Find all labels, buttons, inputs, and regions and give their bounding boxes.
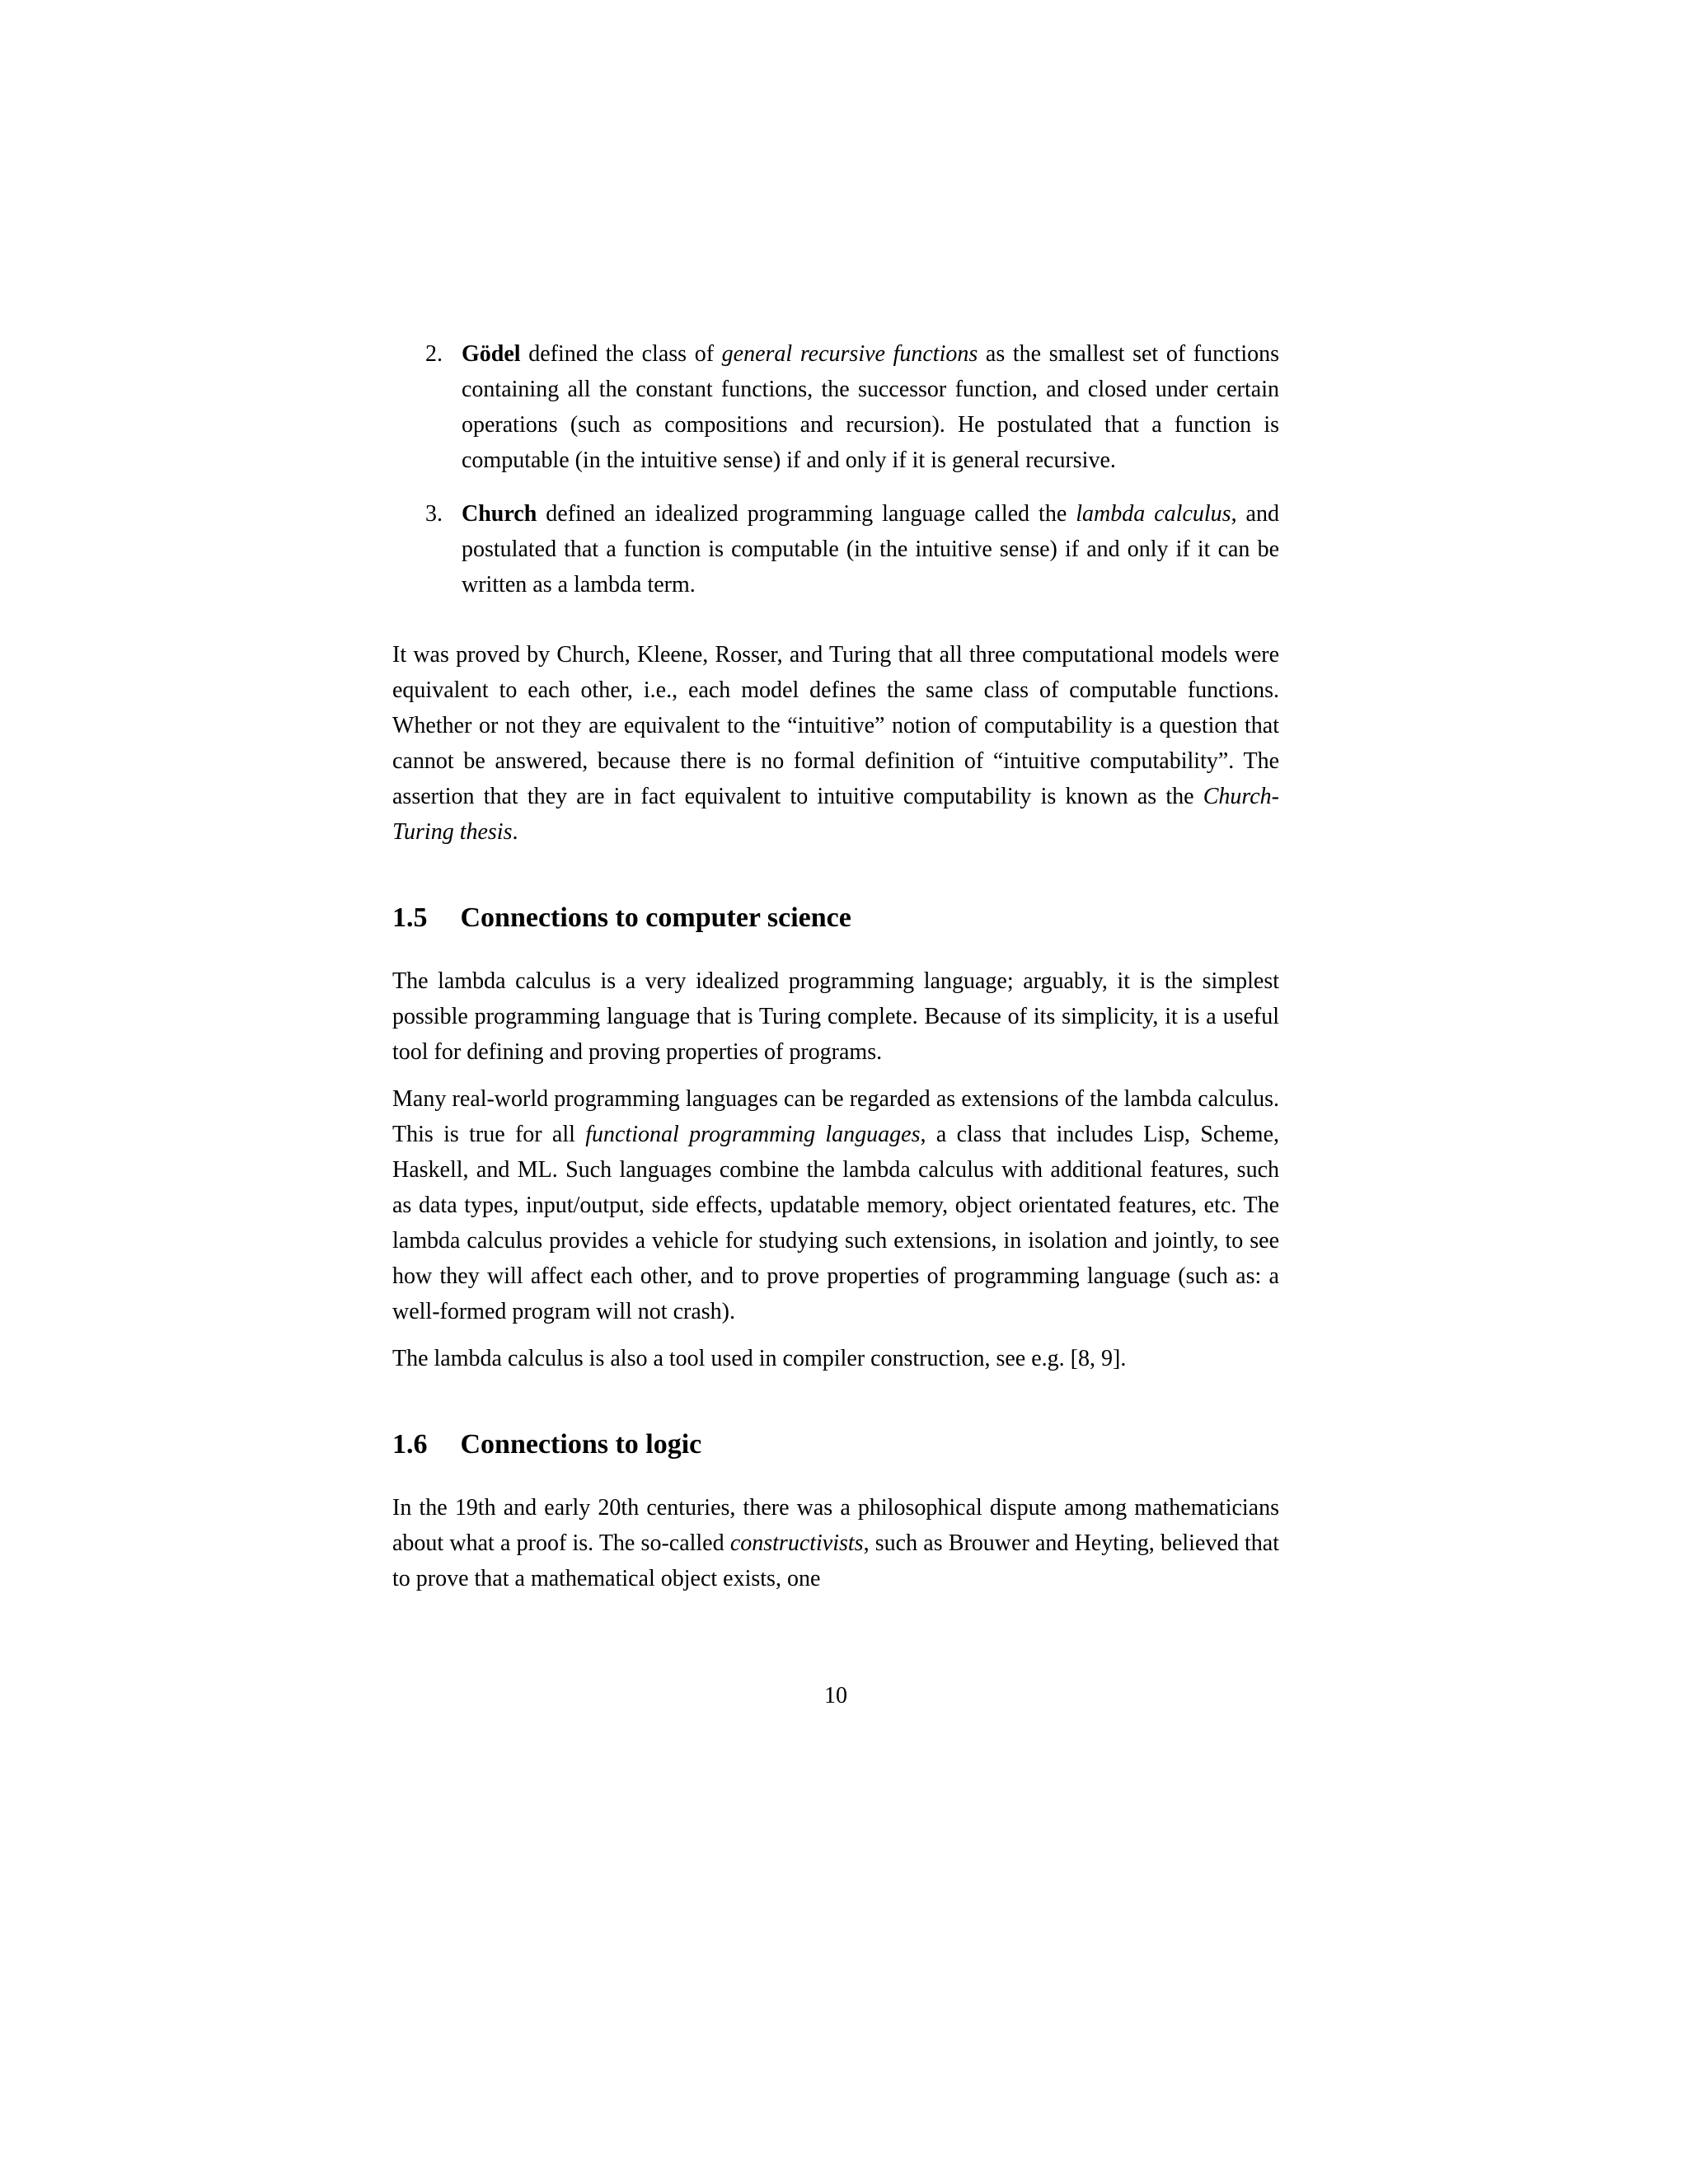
- ordered-list: [392, 336, 1279, 602]
- text-column: [392, 336, 1279, 1596]
- paragraph: In the 19th and early 20th centuries, there was a philosophical dispute among mathematicians about what a proof is. The so-called constructivists, such as Brouwer and Heyting, believed that to prove that a mathematical object exists, one: [392, 1495, 1279, 1591]
- section-heading-1-5: [392, 901, 1279, 935]
- list-item-text: Gödel defined the class of general recursive functions as the smallest set of functions containing all the constant functions, the successor function, and closed under certain operations (such as compositions and recursion). He postulated that a function is computable (in the intuitive sense) if and only if it is general recursive.: [462, 341, 1279, 473]
- paragraph-equivalence: It was proved by Church, Kleene, Rosser, and Turing that all three computational models were equivalent to each other, i.e., each model defines the same class of computable functions. Whether or not they are equivalent to the “intuitive” notion of computability is a question that cannot be answered, because there is no formal definition of “intuitive computability”. The assertion that they are in fact equivalent to intuitive computability is known as the Church-Turing thesis.: [392, 642, 1279, 845]
- list-item-number: 3.: [425, 501, 443, 527]
- paragraph: The lambda calculus is a very idealized programming language; arguably, it is the simplest possible programming language that is Turing complete. Because of its simplicity, it is a useful tool for defining and proving properties of programs.: [392, 968, 1279, 1065]
- section-title: Connections to logic: [460, 1429, 702, 1460]
- list-item: [392, 336, 1279, 478]
- list-item-number: 2.: [425, 341, 443, 367]
- section-number: 1.5: [392, 902, 428, 933]
- page-number: 10: [824, 1683, 847, 1708]
- section-heading-1-6: [392, 1427, 1279, 1462]
- section-title: Connections to computer science: [460, 902, 851, 933]
- list-item-text: Church defined an idealized programming language called the lambda calculus, and postulated that a function is computable (in the intuitive sense) if and only if it can be written as a lambda term.: [462, 501, 1279, 598]
- list-item: [392, 496, 1279, 602]
- paragraph: The lambda calculus is also a tool used in compiler construction, see e.g. [8, 9].: [392, 1346, 1127, 1371]
- section-number: 1.6: [392, 1429, 428, 1460]
- paragraph: Many real-world programming languages can be regarded as extensions of the lambda calculus. This is true for all functional programming languages, a class that includes Lisp, Scheme, Haskell, and ML. Such languages combine the lambda calculus with additional features, such as data types, input/output, side effects, updatable memory, object orientated features, etc. The lambda calculus provides a vehicle for studying such extensions, in isolation and jointly, to see how they will affect each other, and to prove properties of programming language (such as: a well-formed program will not crash).: [392, 1086, 1279, 1324]
